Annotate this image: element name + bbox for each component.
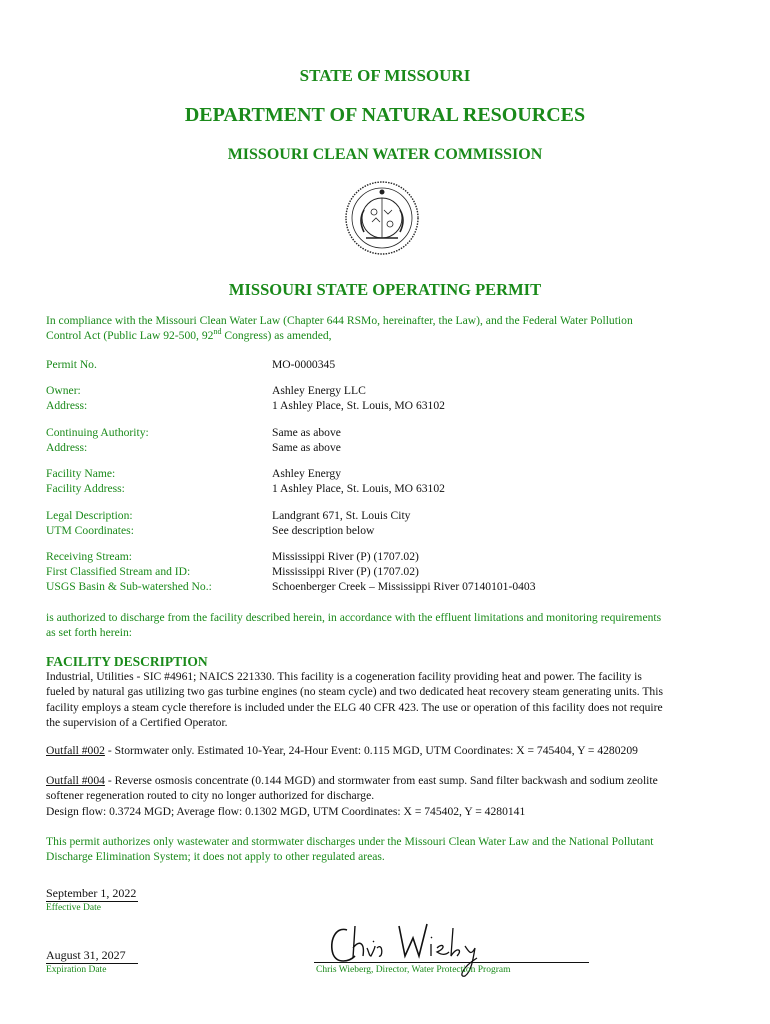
commission-heading: MISSOURI CLEAN WATER COMMISSION bbox=[227, 146, 543, 163]
state-seal-icon bbox=[344, 180, 420, 256]
outfall-004 bbox=[46, 773, 726, 819]
continuing-authority-value: Same as above bbox=[272, 426, 341, 439]
receiving-stream-value: Mississippi River (P) (1707.02) bbox=[272, 550, 419, 563]
continuing-address-label: Address: bbox=[46, 441, 88, 454]
outfall-004-text: - Reverse osmosis concentrate (0.144 MGD) and stormwater from east sump. Sand filter backwash and sodium zeolite bbox=[104, 774, 658, 787]
outfall-002-text: - Stormwater only. Estimated 10-Year, 24-Hour Event: 0.115 MGD, UTM Coordinates: X = 745404, Y = 4280209 bbox=[104, 744, 638, 757]
expiration-date-label: Expiration Date bbox=[46, 965, 107, 975]
outfall-004-line: softener regeneration routed to city no longer authorized for discharge. bbox=[46, 789, 375, 803]
state-heading: STATE OF MISSOURI bbox=[299, 66, 471, 85]
facility-description-title: FACILITY DESCRIPTION bbox=[46, 654, 208, 669]
first-classified-stream-value: Mississippi River (P) (1707.02) bbox=[272, 565, 419, 578]
outfall-004-name: Outfall #004 bbox=[46, 774, 105, 787]
utm-coordinates-label: UTM Coordinates: bbox=[46, 524, 134, 537]
owner-value: Ashley Energy LLC bbox=[272, 384, 366, 397]
utm-coordinates-value: See description below bbox=[272, 524, 375, 537]
facility-description-line: facility employs a steam cycle therefore is included under the ELG 40 CFR 423. The use or operation of this facility does not require bbox=[46, 700, 663, 714]
facility-name-value: Ashley Energy bbox=[272, 467, 342, 480]
outfall-004-line: Design flow: 0.3724 MGD; Average flow: 0.1302 MGD, UTM Coordinates: X = 745402, Y = 4280141 bbox=[46, 804, 526, 818]
usgs-basin-label: USGS Basin & Sub-watershed No.: bbox=[46, 580, 212, 593]
permit-title: MISSOURI STATE OPERATING PERMIT bbox=[228, 280, 542, 299]
owner-address-label: Address: bbox=[46, 399, 88, 412]
permit-no-label: Permit No. bbox=[46, 358, 97, 371]
effective-date-value: September 1, 2022 bbox=[46, 886, 137, 900]
facility-description-line: the supervision of a Certified Operator. bbox=[46, 716, 228, 730]
effective-date-label: Effective Date bbox=[46, 903, 101, 913]
authorization-line-1: is authorized to discharge from the facility described herein, in accordance with the effluent limitations and monitoring requirements bbox=[46, 611, 662, 624]
usgs-basin-value: Schoenberger Creek – Mississippi River 07140101-0403 bbox=[272, 580, 536, 593]
facility-description-line: Industrial, Utilities - SIC #4961; NAICS 221330. This facility is a cogeneration facility providing heat and power. The facility is bbox=[46, 670, 642, 683]
legal-description-value: Landgrant 671, St. Louis City bbox=[272, 509, 411, 522]
outfall-002-name: Outfall #002 bbox=[46, 744, 105, 757]
permit-no-value: MO-0000345 bbox=[272, 358, 336, 371]
continuing-address-value: Same as above bbox=[272, 441, 341, 454]
receiving-stream-label: Receiving Stream: bbox=[46, 550, 132, 563]
continuing-authority-label: Continuing Authority: bbox=[46, 426, 149, 439]
department-heading: DEPARTMENT OF NATURAL RESOURCES bbox=[184, 104, 586, 126]
facility-description bbox=[46, 669, 726, 731]
facility-address-value: 1 Ashley Place, St. Louis, MO 63102 bbox=[272, 482, 445, 495]
compliance-line-1: In compliance with the Missouri Clean Water Law (Chapter 644 RSMo, hereinafter, the Law), and the Federal Water Pollution bbox=[46, 314, 633, 327]
facility-description-line: fueled by natural gas utilizing two gas turbine engines (no steam cycle) and two dedicated heat recovery steam generating units. This bbox=[46, 685, 663, 699]
facility-name-label: Facility Name: bbox=[46, 467, 116, 480]
signatory-title: Chris Wieberg, Director, Water Protection Program bbox=[316, 965, 511, 975]
expiration-date-value: August 31, 2027 bbox=[46, 948, 138, 964]
authorization-line-2: as set forth herein: bbox=[46, 626, 132, 640]
authorization-statement bbox=[46, 610, 726, 641]
legal-description-label: Legal Description: bbox=[46, 509, 133, 522]
notice-line-2: Discharge Elimination System; it does not apply to other regulated areas. bbox=[46, 850, 385, 864]
outfall-002 bbox=[46, 743, 726, 758]
compliance-statement bbox=[46, 313, 726, 344]
facility-address-label: Facility Address: bbox=[46, 482, 125, 495]
owner-label: Owner: bbox=[46, 384, 81, 397]
first-classified-stream-label: First Classified Stream and ID: bbox=[46, 565, 191, 578]
compliance-line-2: Control Act (Public Law 92-500, 92nd Congress) as amended, bbox=[46, 327, 332, 343]
notice-line-1: This permit authorizes only wastewater and stormwater discharges under the Missouri Clean Water Law and the National Pollutant bbox=[46, 835, 654, 848]
owner-address-value: 1 Ashley Place, St. Louis, MO 63102 bbox=[272, 399, 445, 412]
permit-scope-notice bbox=[46, 834, 726, 865]
